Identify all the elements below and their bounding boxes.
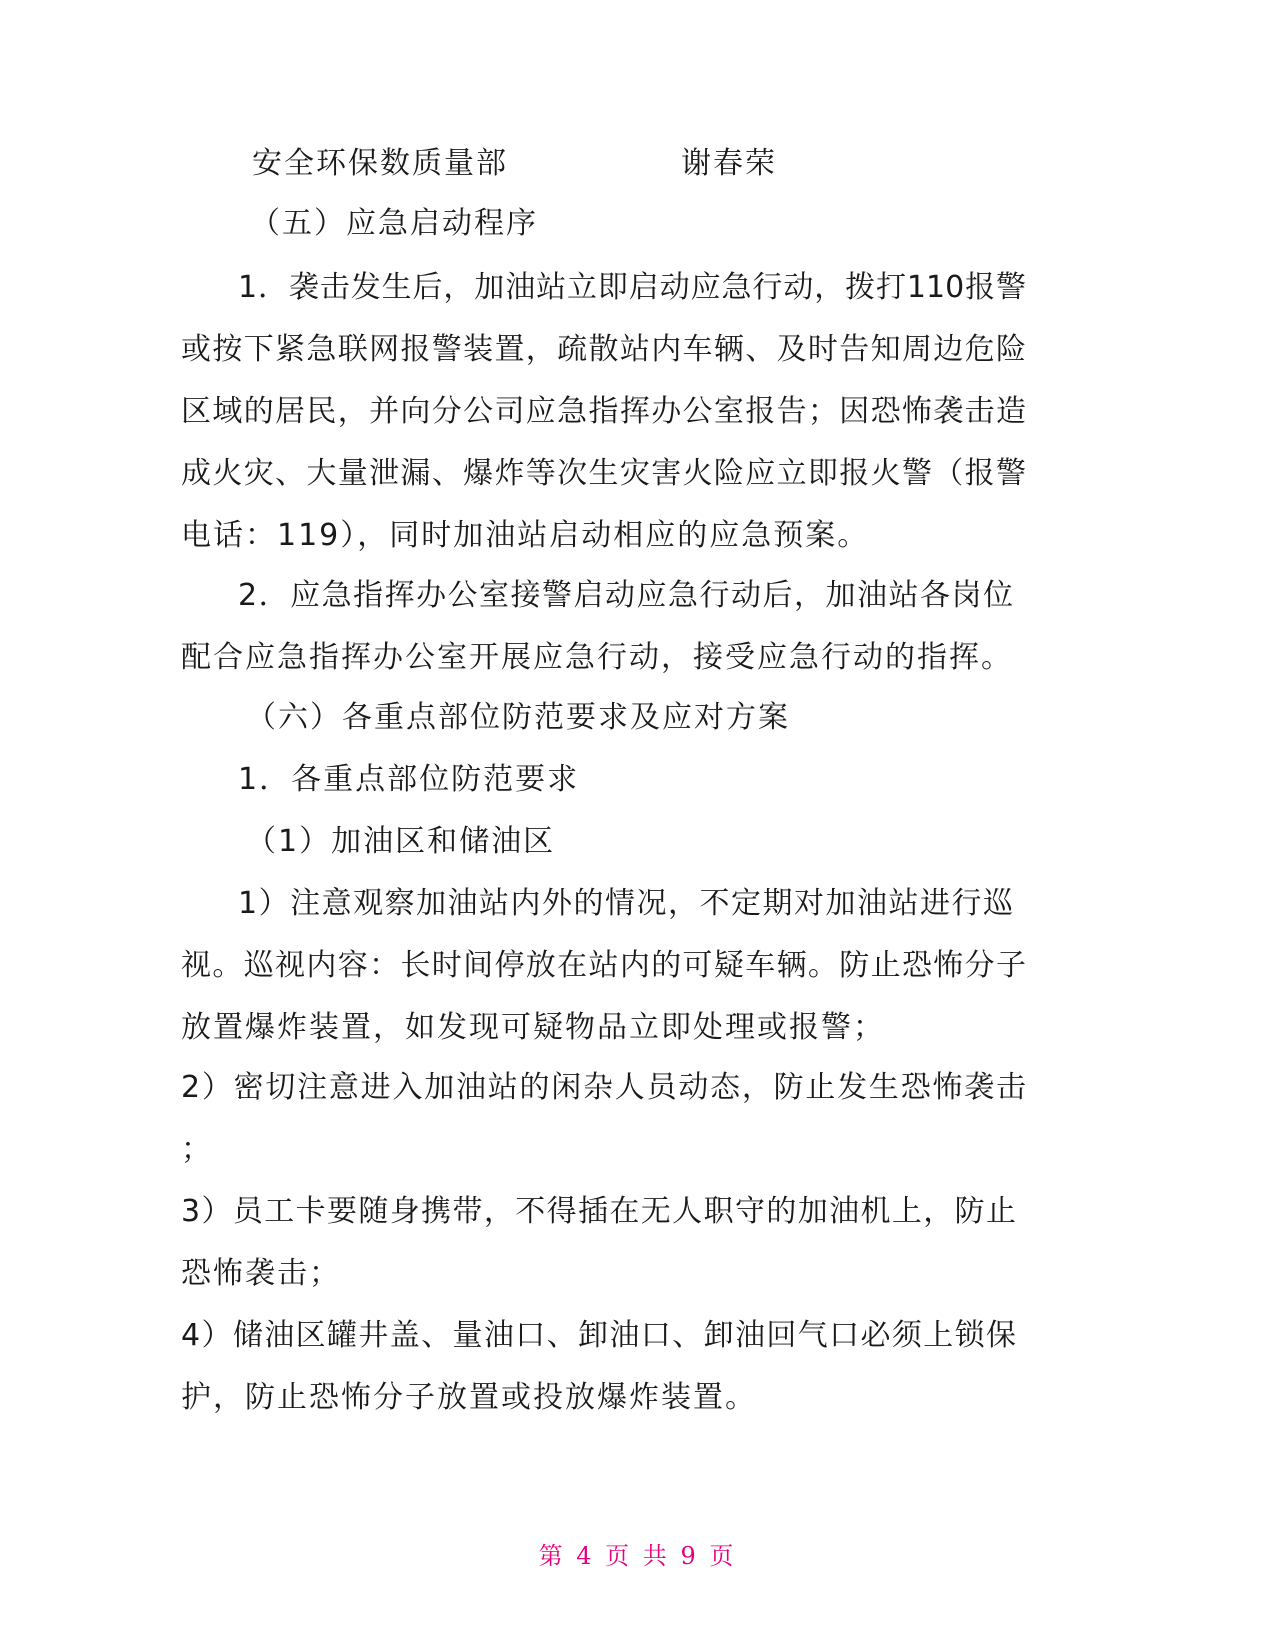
header-person: 谢春荣 — [681, 146, 777, 181]
paragraph-line: 区域的居民，并向分公司应急指挥办公室报告；因恐怖袭击造 — [181, 394, 1026, 429]
paragraph-line: 或按下紧急联网报警装置，疏散站内车辆、及时告知周边危险 — [181, 332, 1026, 367]
page-number-footer: 第 4 页 共 9 页 — [538, 1542, 737, 1570]
section-heading-5: （五）应急启动程序 — [250, 206, 538, 241]
paragraph-line: 视。巡视内容：长时间停放在站内的可疑车辆。防止恐怖分子 — [181, 948, 1026, 983]
section-heading-6: （六）各重点部位防范要求及应对方案 — [246, 700, 790, 735]
subheading: 1．各重点部位防范要求 — [238, 762, 580, 797]
paragraph-line: ； — [181, 1132, 213, 1167]
header-department: 安全环保数质量部 — [252, 146, 508, 181]
paragraph-line: 2）密切注意进入加油站的闲杂人员动态，防止发生恐怖袭击 — [181, 1070, 1026, 1105]
paragraph-line: 配合应急指挥办公室开展应急行动，接受应急行动的指挥。 — [181, 640, 1013, 675]
subheading: （1）加油区和储油区 — [246, 824, 556, 859]
paragraph-line: 成火灾、大量泄漏、爆炸等次生灾害火险应立即报火警（报警 — [181, 456, 1026, 491]
paragraph-line: 4）储油区罐井盖、量油口、卸油口、卸油回气口必须上锁保 — [181, 1318, 1016, 1353]
paragraph-line: 2．应急指挥办公室接警启动应急行动后，加油站各岗位 — [238, 578, 1013, 613]
paragraph-line: 1）注意观察加油站内外的情况，不定期对加油站进行巡 — [238, 886, 1013, 921]
paragraph-line: 1．袭击发生后，加油站立即启动应急行动，拨打110报警 — [238, 270, 1026, 305]
paragraph-line: 3）员工卡要随身携带，不得插在无人职守的加油机上，防止 — [181, 1194, 1016, 1229]
paragraph-line: 放置爆炸装置，如发现可疑物品立即处理或报警； — [181, 1010, 885, 1045]
paragraph-line: 电话：119），同时加油站启动相应的应急预案。 — [181, 518, 870, 553]
paragraph-line: 恐怖袭击； — [181, 1256, 341, 1291]
paragraph-line: 护，防止恐怖分子放置或投放爆炸装置。 — [181, 1380, 757, 1415]
